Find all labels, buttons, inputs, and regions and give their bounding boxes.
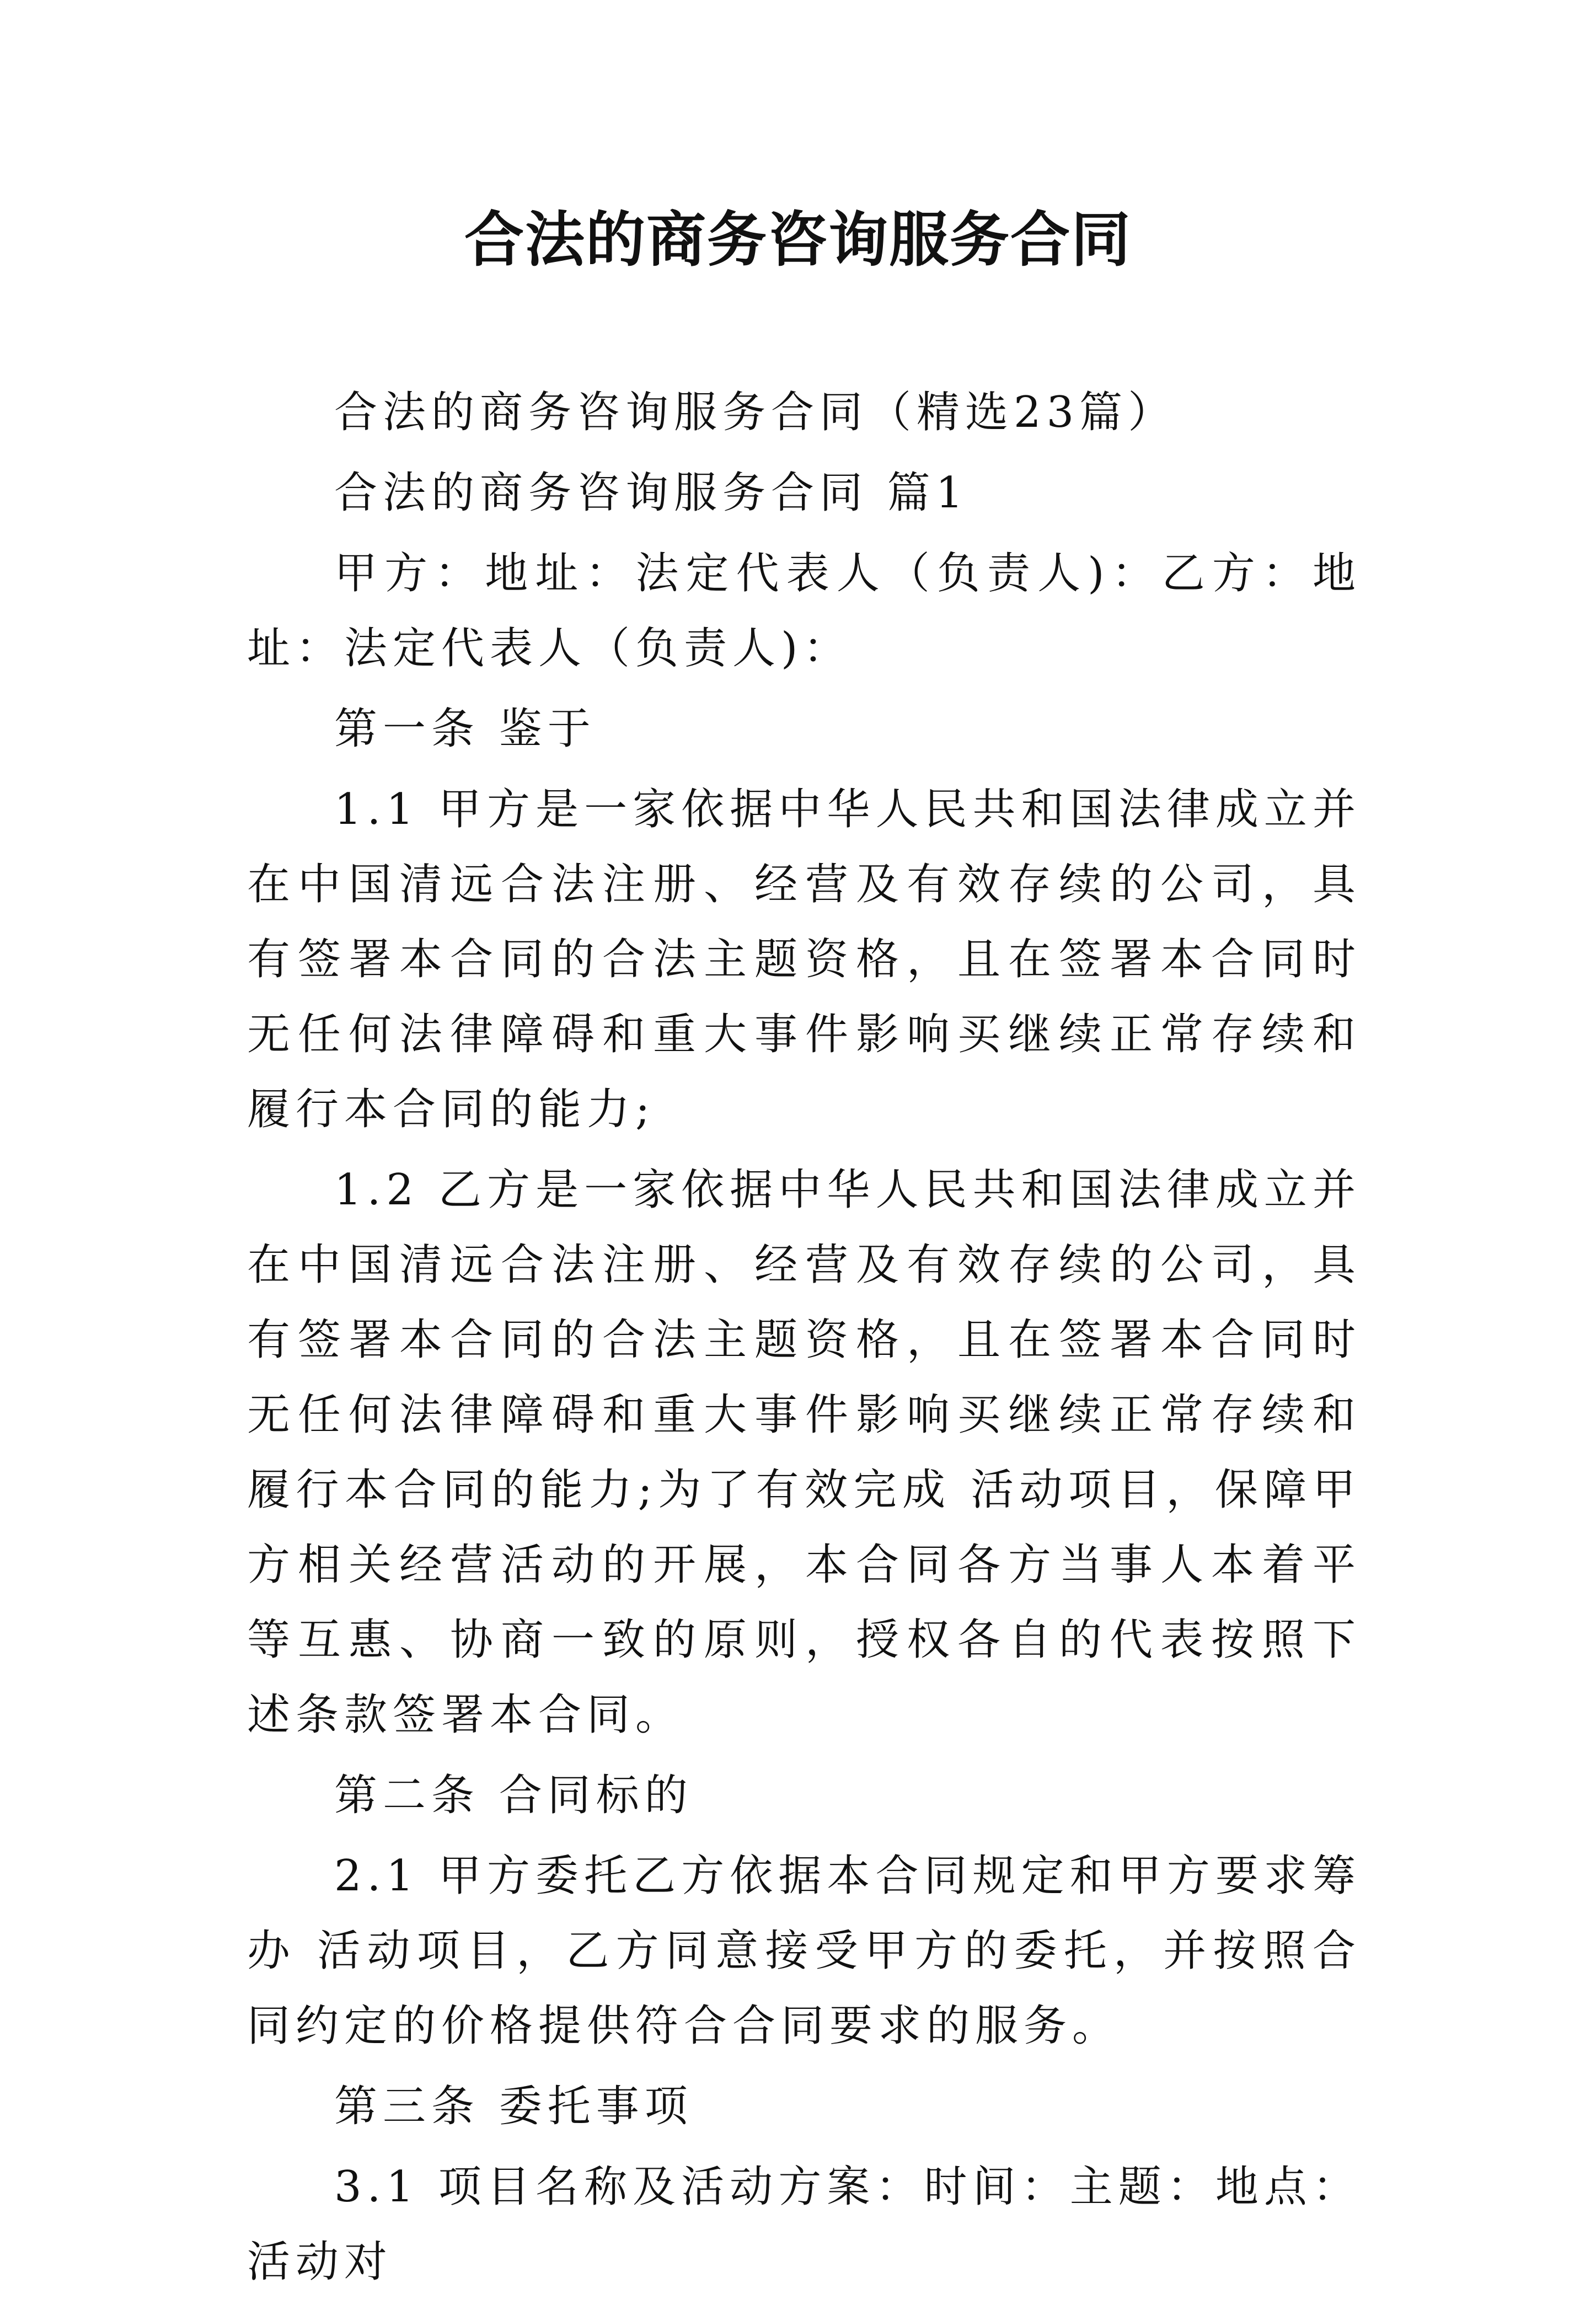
paragraph-clause-2-1: 2.1 甲方委托乙方依据本合同规定和甲方要求筹办 活动项目，乙方同意接受甲方的委托，并按照合同约定的价格提供符合合同要求的服务。 (247, 1851, 1361, 2051)
paragraph-section-heading: 合法的商务咨询服务合同 篇1 (334, 468, 969, 518)
paragraph-clause-3-1: 3.1 项目名称及活动方案：时间：主题：地点：活动对 (247, 2162, 1361, 2287)
paragraph-collection-title: 合法的商务咨询服务合同（精选23篇） (334, 388, 1177, 437)
paragraph-parties: 甲方：地址：法定代表人（负责人)：乙方：地址：法定代表人（负责人)： (247, 549, 1361, 673)
paragraph-clause-1-1: 1.1 甲方是一家依据中华人民共和国法律成立并在中国清远合法注册、经营及有效存续的公司，具有签署本合同的合法主题资格，且在签署本合同时无任何法律障碍和重大事件影响买继续正常存续和履行本合同的能力; (247, 785, 1361, 1134)
paragraph-article-1-heading: 第一条 鉴于 (334, 704, 596, 754)
document-body (247, 375, 1361, 2305)
paragraph-clause-1-2: 1.2 乙方是一家依据中华人民共和国法律成立并在中国清远合法注册、经营及有效存续的公司，具有签署本合同的合法主题资格，且在签署本合同时无任何法律障碍和重大事件影响买继续正常存续和履行本合同的能力;为了有效完成 活动项目，保障甲方相关经营活动的开展，本合同各方当事人本着平等互惠、协商一致的原则，授权各自的代表按照下述条款签署本合同。 (247, 1165, 1361, 1740)
paragraph-article-2-heading: 第二条 合同标的 (334, 1771, 693, 1820)
document-title: 合法的商务咨询服务合同 (464, 205, 1132, 275)
paragraph-article-3-heading: 第三条 委托事项 (334, 2082, 693, 2131)
